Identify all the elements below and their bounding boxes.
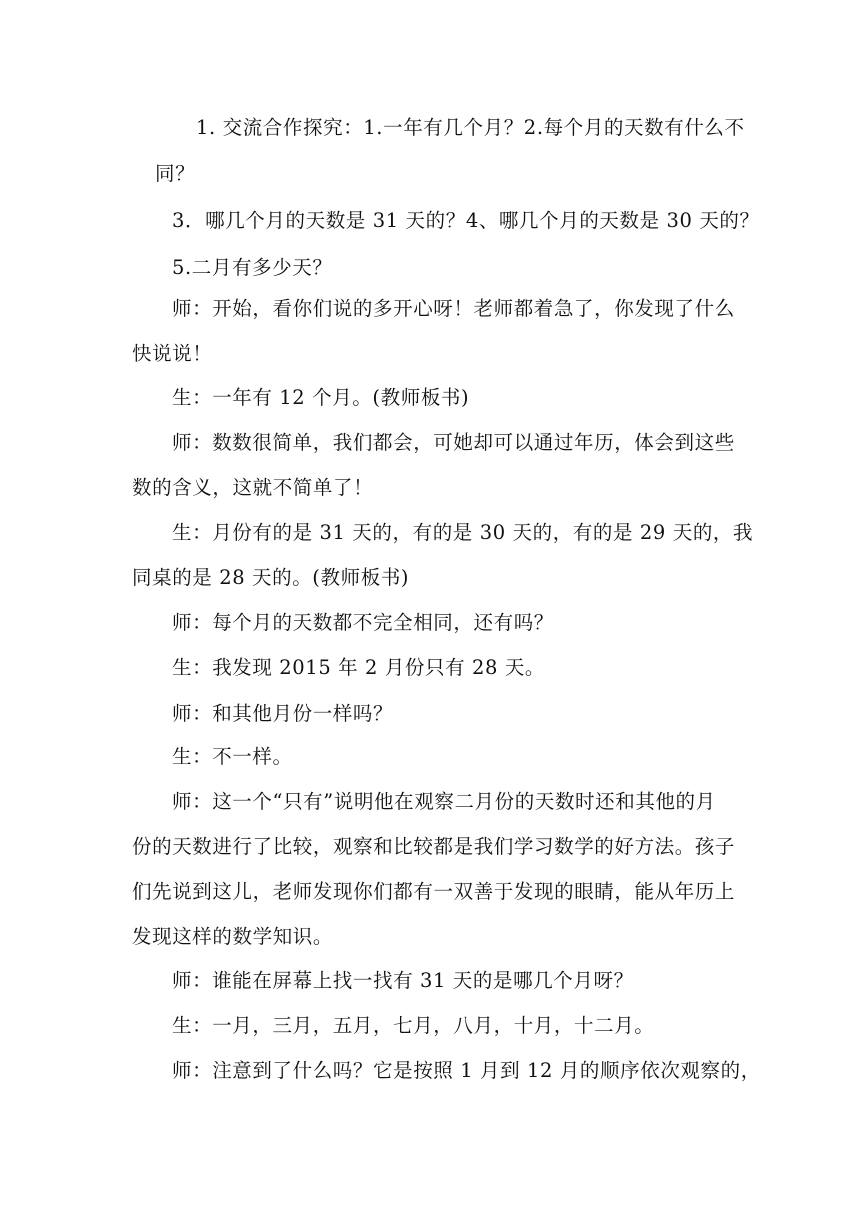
text-line: 生：一年有 12 个月。(教师板书)	[172, 386, 470, 409]
text-line: 同桌的是 28 天的。(教师板书)	[132, 566, 410, 589]
text-line: 5.二月有多少天？	[172, 256, 333, 279]
text-line: 发现这样的数学知识。	[132, 925, 334, 948]
text-line: 生：我发现 2015 年 2 月份只有 28 天。	[172, 656, 546, 679]
text-line: 师：这一个“只有”说明他在观察二月份的天数时还和其他的月	[172, 790, 716, 813]
text-line: 生：一月，三月，五月，七月，八月，十月，十二月。	[172, 1014, 655, 1037]
text-line: 同？	[155, 162, 196, 185]
text-line: 数的含义，这就不简单了！	[132, 476, 374, 499]
text-line: 3．哪几个月的天数是 31 天的？4、哪几个月的天数是 30 天的？	[172, 209, 760, 232]
text-line: 师：开始，看你们说的多开心呀！老师都着急了，你发现了什么	[172, 297, 735, 320]
text-line: 师：谁能在屏幕上找一找有 31 天的是哪几个月呀？	[172, 969, 634, 992]
text-line: 师：数数很简单，我们都会，可她却可以通过年历，体会到这些	[172, 431, 735, 454]
text-line: 师：注意到了什么吗？它是按照 1 月到 12 月的顺序依次观察的，	[172, 1059, 761, 1082]
text-line: 生：月份有的是 31 天的，有的是 30 天的，有的是 29 天的，我	[172, 521, 754, 544]
text-line: 师：每个月的天数都不完全相同，还有吗？	[172, 611, 554, 634]
text-line: 快说说！	[132, 342, 213, 365]
text-line: 份的天数进行了比较，观察和比较都是我们学习数学的好方法。孩子	[132, 835, 736, 858]
text-line: 们先说到这儿，老师发现你们都有一双善于发现的眼睛，能从年历上	[132, 880, 736, 903]
text-line: 师：和其他月份一样吗？	[172, 702, 394, 725]
text-line: 1. 交流合作探究：1.一年有几个月？2.每个月的天数有什么不	[196, 116, 745, 139]
text-line: 生：不一样。	[172, 745, 293, 768]
